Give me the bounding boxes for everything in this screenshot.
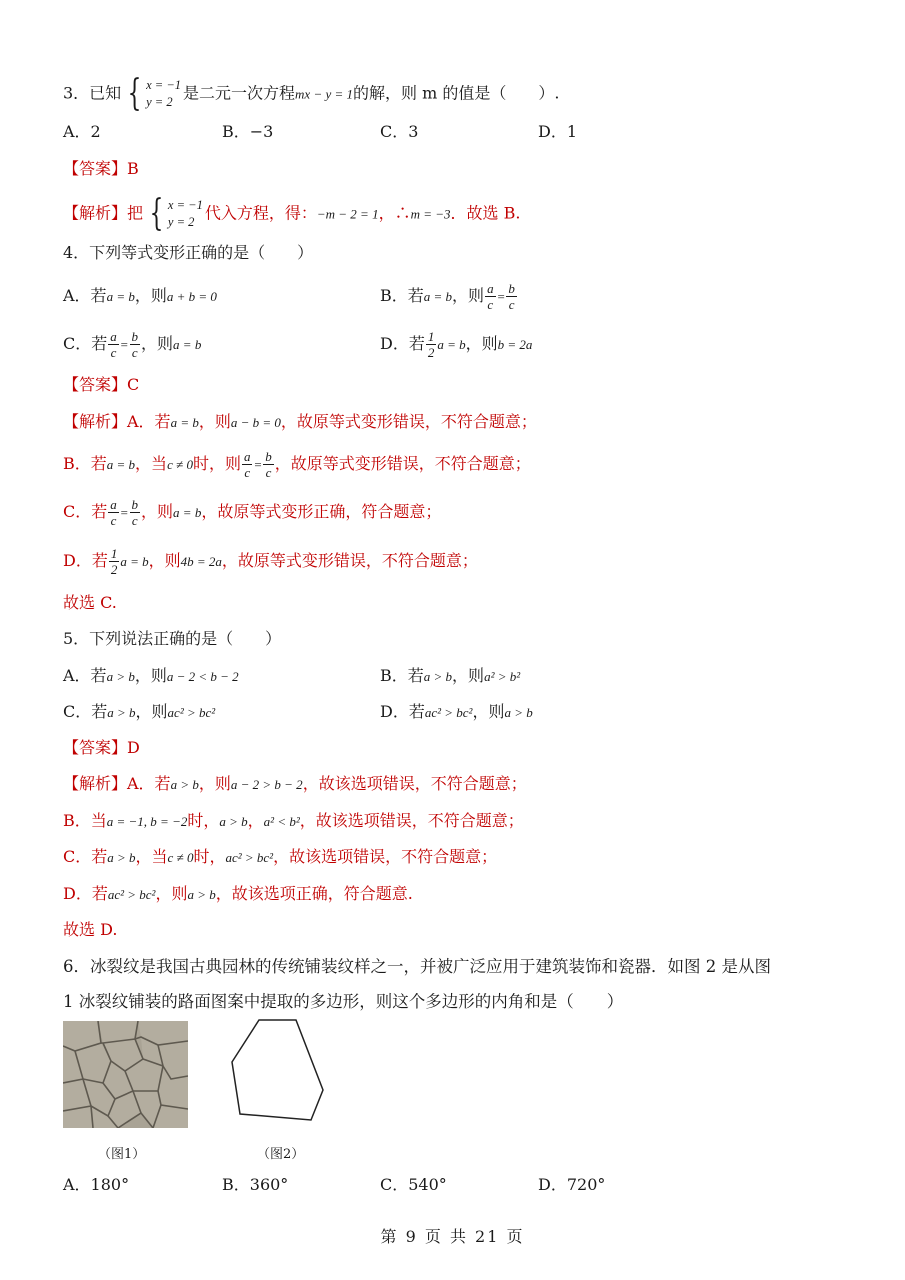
frac-num: 1 <box>427 329 435 344</box>
q5-ana-c-end: ，故该选项错误，不符合题意； <box>273 847 498 866</box>
q3-ana-sys-row2: y = 2 <box>167 215 195 229</box>
q5-ana-c-math2: c ≠ 0 <box>167 850 194 865</box>
q3-option-c: C．3 <box>380 122 419 141</box>
q5-ana-b-mid1: 时， <box>187 811 220 830</box>
q6-option-b: B．360° <box>222 1175 289 1194</box>
frac-den: c <box>487 297 494 312</box>
figure1-caption: （图1） <box>98 1147 146 1162</box>
q4-ana-c-prefix: C．若 <box>63 502 108 521</box>
q3-analysis <box>63 194 520 234</box>
fraction-b-over-c <box>130 497 141 528</box>
q5-option-c <box>63 701 215 724</box>
fraction-b-over-c <box>130 329 141 360</box>
q6-option-c: C．540° <box>380 1175 447 1194</box>
q5-ana-d-prefix: D．若 <box>63 884 108 903</box>
figure2-caption: （图2） <box>257 1147 305 1162</box>
q5-opt-c-prefix: C．若 <box>63 702 108 721</box>
q3-equation: mx − y = 1 <box>295 86 354 102</box>
q4-conclusion: 故选 C. <box>63 593 117 612</box>
q4-ana-b-mid2: 时，则 <box>192 454 241 473</box>
q4-ana-c-math2: a = b <box>173 505 202 520</box>
q5-ana-b-prefix: B．当 <box>63 811 107 830</box>
ice-crack-paving-photo <box>63 1021 188 1128</box>
frac-num: 1 <box>110 546 118 561</box>
pentagon-shape <box>232 1020 323 1120</box>
q5-opt-a-mid: ，则 <box>134 666 167 685</box>
fraction-b-over-c <box>263 449 274 480</box>
q5-ana-c-math1: a > b <box>107 850 136 865</box>
q5-opt-b-mid: ，则 <box>452 666 485 685</box>
q3-stem <box>63 74 559 114</box>
q3-ana-end: ．故选 B. <box>450 203 521 223</box>
q5-opt-d-prefix: D．若 <box>380 702 425 721</box>
polygon-figure <box>226 1018 328 1122</box>
q3-answer: 【答案】B <box>63 159 139 178</box>
fraction-a-over-c <box>108 329 119 360</box>
q5-opt-a-prefix: A．若 <box>63 666 107 685</box>
q4-ana-c-end: ，故原等式变形正确，符合题意； <box>201 502 442 521</box>
q5-ana-a-math2: a − 2 > b − 2 <box>230 777 303 792</box>
q3-sys-row1: x = −1 <box>146 78 182 92</box>
q3-system <box>123 74 181 114</box>
fraction-b-over-c <box>506 281 517 312</box>
q5-ana-b-math1: a = −1, b = −2 <box>106 814 188 829</box>
q3-ana-suffix: ，∴ <box>378 203 411 223</box>
q3-option-b: B．−3 <box>222 122 274 141</box>
q4-ana-b-mid1: ，当 <box>135 454 168 473</box>
brace-icon: { <box>149 193 164 234</box>
q6-option-d: D．720° <box>538 1175 606 1194</box>
q5-ana-b-math3: a² < b² <box>263 814 300 829</box>
frac-den: c <box>131 345 138 360</box>
q4-ana-d-math1: a = b <box>120 554 149 569</box>
q4-opt-a-prefix: A．若 <box>63 286 107 305</box>
q5-option-a <box>63 665 239 688</box>
q4-opt-d-mid: ，则 <box>465 334 498 353</box>
frac-den: c <box>508 297 515 312</box>
q5-ana-c-mid2: 时， <box>193 847 226 866</box>
q3-stem-prefix: 3．已知 <box>63 83 122 103</box>
q3-ana-mid: 代入方程，得： <box>204 203 317 223</box>
frac-num: a <box>487 281 494 296</box>
q5-ana-c-mid1: ，当 <box>135 847 168 866</box>
frac-den: c <box>265 465 272 480</box>
q5-opt-c-math1: a > b <box>107 705 136 720</box>
q4-option-a <box>63 285 217 308</box>
q4-stem: 4．下列等式变形正确的是（ ） <box>63 243 314 262</box>
q4-analysis-b <box>63 442 531 487</box>
q5-answer: 【答案】D <box>63 738 140 757</box>
q5-ana-d-mid: ，则 <box>155 884 188 903</box>
fraction-one-half <box>426 329 437 360</box>
frac-num: a <box>110 497 117 512</box>
fraction-a-over-c <box>485 281 496 312</box>
page-footer: 第 9 页 共 21 页 <box>380 1227 525 1246</box>
q5-ana-a-math1: a > b <box>170 777 199 792</box>
q4-opt-a-mid: ，则 <box>134 286 167 305</box>
frac-den: c <box>110 345 117 360</box>
q5-analysis-d <box>63 883 413 906</box>
q5-option-d <box>380 701 533 724</box>
q5-analysis-a <box>63 773 527 796</box>
q5-ana-d-math2: a > b <box>187 887 216 902</box>
brace-icon: { <box>127 73 142 114</box>
fraction-a-over-c <box>108 497 119 528</box>
q4-ana-d-math2: 4b = 2a <box>180 554 222 569</box>
q4-ana-a-end: ，故原等式变形错误，不符合题意； <box>280 412 537 431</box>
equals-sign: = <box>496 289 506 304</box>
equals-sign: = <box>119 337 129 352</box>
equals-sign: = <box>253 457 263 472</box>
q3-option-a: A．2 <box>63 122 101 141</box>
q4-opt-a-math1: a = b <box>106 289 135 304</box>
frac-den: c <box>244 465 251 480</box>
q4-option-b <box>380 274 518 319</box>
q4-ana-b-prefix: B．若 <box>63 454 107 473</box>
q5-conclusion: 故选 D. <box>63 920 118 939</box>
q5-ana-c-prefix: C．若 <box>63 847 108 866</box>
frac-den: c <box>110 513 117 528</box>
q3-stem-mid: 是二元一次方程 <box>183 83 296 103</box>
q5-ana-d-end: ，故该选项正确，符合题意. <box>215 884 413 903</box>
q5-ana-a-end: ，故该选项错误，不符合题意； <box>302 774 527 793</box>
q4-opt-d-math1: a = b <box>437 337 466 352</box>
frac-den: c <box>131 513 138 528</box>
frac-den: 2 <box>427 345 435 360</box>
frac-num: a <box>110 329 117 344</box>
frac-den: 2 <box>110 562 118 577</box>
frac-num: a <box>243 449 251 464</box>
q5-ana-d-math1: ac² > bc² <box>107 887 156 902</box>
q6-stem-line1: 6．冰裂纹是我国古典园林的传统铺装纹样之一，并被广泛应用于建筑装饰和瓷器．如图 2 是从图 <box>63 957 771 976</box>
q4-analysis-c <box>63 490 441 535</box>
q5-ana-b-mid2: ， <box>247 811 264 830</box>
q5-ana-a-mid: ，则 <box>198 774 231 793</box>
q3-ana-system <box>145 194 203 234</box>
q4-opt-b-prefix: B．若 <box>380 286 424 305</box>
q5-opt-a-math1: a > b <box>106 669 135 684</box>
q5-opt-b-prefix: B．若 <box>380 666 424 685</box>
q5-stem: 5．下列说法正确的是（ ） <box>63 629 282 648</box>
q4-opt-c-mid: ，则 <box>141 334 174 353</box>
q4-ana-d-prefix: D．若 <box>63 551 108 570</box>
q6-stem-line2: 1 冰裂纹铺装的路面图案中提取的多边形，则这个多边形的内角和是（ ） <box>63 992 624 1011</box>
equals-sign: = <box>119 505 129 520</box>
q4-analysis-a <box>63 411 537 434</box>
q4-ana-a-math2: a − b = 0 <box>230 415 281 430</box>
q4-opt-c-prefix: C．若 <box>63 334 108 353</box>
q5-ana-a-prefix: 【解析】A．若 <box>63 774 171 793</box>
q4-ana-b-end: ，故原等式变形错误，不符合题意； <box>274 454 531 473</box>
q4-opt-c-math2: a = b <box>173 337 202 352</box>
q4-ana-b-math2: c ≠ 0 <box>167 457 193 472</box>
q4-ana-c-mid: ，则 <box>141 502 174 521</box>
q4-ana-d-end: ，故原等式变形错误，不符合题意； <box>221 551 478 570</box>
q5-ana-c-math3: ac² > bc² <box>225 850 274 865</box>
q6-option-a: A．180° <box>63 1175 130 1194</box>
q3-sys-row2: y = 2 <box>146 95 173 109</box>
q5-ana-b-math2: a > b <box>219 814 248 829</box>
q3-option-d: D．1 <box>538 122 578 141</box>
q5-opt-a-math2: a − 2 < b − 2 <box>166 669 239 684</box>
q5-opt-d-mid: ，则 <box>472 702 505 721</box>
q3-ana-sys-row1: x = −1 <box>167 198 203 212</box>
q4-option-c <box>63 322 201 367</box>
q4-opt-b-math1: a = b <box>423 289 453 304</box>
frac-num: b <box>508 281 515 296</box>
q3-stem-suffix: 的解，则 m 的值是（ ）. <box>353 83 560 103</box>
q3-ana-eq2: m = −3 <box>410 206 451 222</box>
q4-opt-d-math2: b = 2a <box>497 337 533 352</box>
q4-opt-d-prefix: D．若 <box>380 334 425 353</box>
q4-ana-a-mid: ，则 <box>198 412 231 431</box>
q3-ana-prefix: 【解析】把 <box>63 203 144 223</box>
frac-num: b <box>265 449 272 464</box>
fraction-a-over-c <box>242 449 253 480</box>
q4-ana-b-math1: a = b <box>106 457 136 472</box>
q5-opt-d-math1: ac² > bc² <box>424 705 473 720</box>
q4-ana-a-math1: a = b <box>170 415 199 430</box>
q4-ana-d-mid: ，则 <box>148 551 181 570</box>
frac-num: b <box>131 329 139 344</box>
q5-opt-b-math2: a² > b² <box>484 669 521 684</box>
q5-opt-b-math1: a > b <box>423 669 453 684</box>
frac-num: b <box>131 497 139 512</box>
fraction-one-half <box>109 546 120 577</box>
q4-ana-a-prefix: 【解析】A．若 <box>63 412 171 431</box>
q4-answer: 【答案】C <box>63 375 140 394</box>
q4-opt-a-math2: a + b = 0 <box>166 289 217 304</box>
q4-option-d <box>380 322 532 367</box>
q4-analysis-d <box>63 539 478 584</box>
q5-opt-d-math2: a > b <box>504 705 533 720</box>
q5-analysis-b <box>63 810 524 833</box>
q5-analysis-c <box>63 846 497 869</box>
q3-ana-eq1: −m − 2 = 1 <box>316 206 379 222</box>
q5-option-b <box>380 665 520 688</box>
q5-ana-b-end: ，故该选项错误，不符合题意； <box>299 811 524 830</box>
q4-opt-b-mid: ，则 <box>452 286 485 305</box>
q5-opt-c-math2: ac² > bc² <box>167 705 216 720</box>
q5-opt-c-mid: ，则 <box>135 702 168 721</box>
